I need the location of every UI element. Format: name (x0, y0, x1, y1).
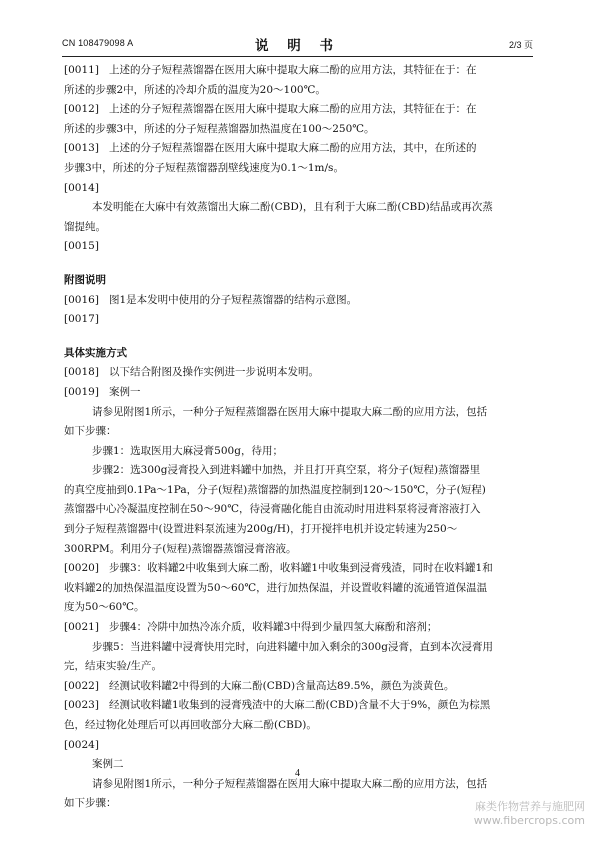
page-label: 2/3 页 (508, 40, 533, 50)
paragraph-number: [0022] (64, 679, 99, 692)
paragraph-number: [0020] (64, 562, 99, 575)
paragraph-number: [0017] (64, 313, 99, 326)
section-heading-figures: 附图说明 (64, 273, 106, 286)
paragraph-0014: [0014] 本发明能在大麻中有效蒸馏出大麻二酚(CBD)，且有利于大麻二酚(CBD)结晶或再次蒸 馏提纯。 (64, 181, 493, 233)
header-rule (62, 56, 533, 57)
paragraph-0016: [0016] 图1是本发明中使用的分子短程蒸馏器的结构示意图。 (64, 291, 534, 311)
watermark-site-name: 麻类作物营养与施肥网 (475, 800, 585, 813)
section-heading-embodiments: 具体实施方式 (64, 346, 127, 359)
page-number: 4 (295, 768, 300, 779)
paragraph-number: [0019] (64, 385, 99, 398)
page-header (62, 34, 533, 52)
paragraph-number: [0014] (64, 181, 99, 194)
step-5: 步骤5：当进料罐中浸膏快用完时，向进料罐中加入剩余的300g浸膏，直到本次浸膏用 (92, 640, 493, 653)
paragraph-0021: [0021] 步骤4：冷阱中加热冷冻介质，收料罐3中得到少量四氢大麻酚和溶剂； 步骤5：当进料罐中浸膏快用完时，向进料罐中加入剩余的300g浸膏，直到本次浸膏用 完，结束实验/生产。 (64, 618, 534, 677)
paragraph-number: [0021] (64, 621, 99, 634)
paragraph-0022: [0022] 经测试收料罐2中得到的大麻二酚(CBD)含量高达89.5%，颜色为淡黄色。 (64, 677, 534, 697)
paragraph-number: [0018] (64, 366, 99, 379)
step-1: 步骤1：选取医用大麻浸膏500g，待用； (92, 444, 283, 457)
paragraph-number: [0013] (64, 142, 99, 155)
paragraph-0011: [0011] 上述的分子短程蒸馏器在医用大麻中提取大麻二酚的应用方法，其特征在于：在 所述的步骤2中，所述的冷却介质的温度为20～100℃。 (64, 61, 534, 100)
watermark (474, 800, 585, 828)
paragraph-0023: [0023] 经测试收料罐1收集到的浸膏残渣中的大麻二酚(CBD)含量不大于9%，颜色为棕黑 色，经过物化处理后可以再回收部分大麻二酚(CBD)。 (64, 696, 534, 735)
paragraph-number: [0015] (64, 240, 99, 253)
paragraph-0024: [0024] 案例二 请参见附图1所示，一种分子短程蒸馏器在医用大麻中提取大麻二酚的应用方法，包括 如下步骤： (64, 736, 534, 814)
paragraph-number: [0016] (64, 293, 99, 306)
paragraph-0013: [0013] 上述的分子短程蒸馏器在医用大麻中提取大麻二酚的应用方法，其中，在所述的 步骤3中，所述的分子短程蒸馏器刮壁线速度为0.1～1m/s。 (64, 139, 534, 178)
paragraph-0019: [0019] 案例一 请参见附图1所示，一种分子短程蒸馏器在医用大麻中提取大麻二酚的应用方法，包括 如下步骤： 步骤1：选取医用大麻浸膏500g，待用； 步骤2：选300g浸膏投入到进料罐中加热，并且打开真空泵，将分子(短程)蒸馏器里 的真空度抽到0.1Pa～1Pa，分子(短程)蒸馏器的加热温度控制到120～150℃，分子(短程) 蒸馏器中心冷凝温度控制在50～90℃，待浸膏融化能自由流动时用进料泵将浸膏溶液打入 到分子短程蒸馏器中(设置进料泵流速为200g/H)，打开搅拌电机并设定转速为250～ 300RPM。利用分子(短程)蒸馏器蒸馏浸膏溶液。 (64, 383, 534, 559)
watermark-url: www.fibercrops.com (473, 814, 585, 827)
paragraph-0017 (64, 310, 534, 330)
paragraph-number: [0011] (64, 64, 99, 76)
step-2: 步骤2：选300g浸膏投入到进料罐中加热，并且打开真空泵，将分子(短程)蒸馏器里 (92, 464, 481, 477)
paragraph-0020: [0020] 步骤3：收料罐2中收集到大麻二酚，收料罐1中收集到浸膏残渣，同时在收料罐1和 收料罐2的加热保温温度设置为50～60℃，进行加热保温，并设置收料罐的流通管道保温温 度为50～60℃。 (64, 559, 534, 618)
paragraph-0015 (64, 237, 534, 257)
paragraph-number: [0023] (64, 699, 99, 712)
paragraph-0018: [0018] 以下结合附图及操作实例进一步说明本发明。 (64, 363, 534, 383)
case-heading: 案例二 (92, 758, 124, 771)
document-body (64, 61, 534, 814)
paragraph-0012: [0012] 上述的分子短程蒸馏器在医用大麻中提取大麻二酚的应用方法，其特征在于：在 所述的步骤3中，所述的分子短程蒸馏器加热温度在100～250℃。 (64, 100, 534, 139)
case-heading: 案例一 (109, 385, 141, 398)
patent-number: CN 108479098 A (62, 38, 134, 48)
page-title: 说 明 书 (255, 38, 340, 54)
paragraph-number: [0024] (64, 738, 99, 751)
paragraph-number: [0012] (64, 103, 99, 116)
